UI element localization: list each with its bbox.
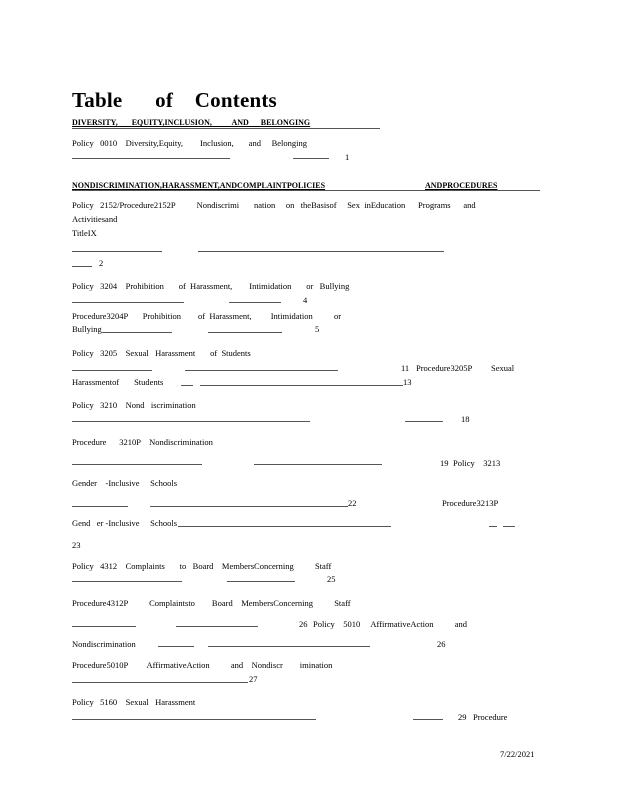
leader-line: [229, 302, 281, 303]
toc-entry-policy-2152[interactable]: Policy 2152/Procedure2152P Nondiscrimi nation on theBasisof Sex inEducation Programs and: [72, 200, 476, 210]
page-number: 25: [327, 574, 336, 584]
leader-line: [254, 464, 382, 465]
toc-entry-policy-3210[interactable]: Policy 3210 Nond iscrimination: [72, 400, 196, 410]
leader-line: [227, 581, 295, 582]
page-number: 1: [345, 152, 350, 162]
toc-entry-procedure-3210p[interactable]: Procedure 3210P Nondiscrimination: [72, 437, 213, 447]
leader-line: [150, 506, 348, 507]
page-number: 26: [437, 639, 446, 649]
toc-entry-procedure-3213p[interactable]: Procedure3213P: [442, 498, 499, 508]
section-heading-nondiscrimination: NONDISCRIMINATION,HARASSMENT,ANDCOMPLAINTPOLICIES: [72, 181, 326, 190]
toc-entry-policy-5010-line2: Nondiscrimination: [72, 639, 136, 649]
page-number: 19: [440, 458, 449, 468]
leader-line: [72, 266, 92, 267]
heading-underline: [72, 190, 540, 191]
toc-entry-procedure-3205p[interactable]: Procedure3205P Sexual: [416, 363, 515, 373]
toc-entry-policy-5010[interactable]: Policy 5010 AffirmativeAction and: [313, 619, 468, 629]
section-heading-tail: ANDPROCEDURES: [425, 181, 498, 190]
leader-line: [200, 385, 403, 386]
leader-line: [413, 719, 443, 720]
leader-line: [181, 385, 193, 386]
footer-date: 7/22/2021: [500, 749, 535, 759]
leader-line: [72, 370, 152, 371]
page-number: 13: [403, 377, 412, 387]
toc-entry-policy-2152-line3: TitleIX: [72, 228, 97, 238]
toc-entry-policy-3205[interactable]: Policy 3205 Sexual Harassment of Students: [72, 348, 251, 358]
page-number: 27: [249, 674, 258, 684]
page-number: 18: [461, 414, 470, 424]
leader-line: [72, 581, 182, 582]
toc-entry-procedure-cutoff[interactable]: Procedure: [473, 712, 508, 722]
page-number: 23: [72, 540, 81, 550]
toc-entry-procedure-4312p[interactable]: Procedure4312P Complaintsto Board MembersConcerning Staff: [72, 598, 351, 608]
page-number: 29: [458, 712, 467, 722]
section-heading-diversity: DIVERSITY, EQUITY,INCLUSION, AND BELONGING: [72, 118, 311, 127]
leader-line: [72, 464, 202, 465]
page-title: Table of Contents: [72, 88, 277, 112]
leader-line: [198, 251, 444, 252]
toc-entry-procedure-3204p-line2: Bullying: [72, 324, 102, 334]
toc-entry-policy-0010[interactable]: Policy 0010 Diversity,Equity, Inclusion, and Belonging: [72, 138, 307, 148]
toc-entry-policy-3204[interactable]: Policy 3204 Prohibition of Harassment, Intimidation or Bullying: [72, 281, 350, 291]
toc-entry-policy-4312[interactable]: Policy 4312 Complaints to Board MembersConcerning Staff: [72, 561, 332, 571]
leader-line: [72, 719, 316, 720]
page-number: 4: [303, 295, 308, 305]
heading-underline: [72, 128, 380, 129]
toc-entry-procedure-3205p-line2: Harassmentof Students: [72, 377, 164, 387]
page-number: 22: [348, 498, 357, 508]
page-number: 11: [401, 363, 410, 373]
toc-entry-procedure-3204p[interactable]: Procedure3204P Prohibition of Harassment, Intimidation or: [72, 311, 342, 321]
toc-entry-policy-3213-line2: Gender -Inclusive Schools: [72, 478, 178, 488]
leader-line: [72, 251, 162, 252]
leader-line: [72, 158, 230, 159]
toc-entry-policy-5160[interactable]: Policy 5160 Sexual Harassment: [72, 697, 196, 707]
page-number: 2: [99, 258, 104, 268]
leader-line: [178, 526, 391, 527]
leader-line: [185, 370, 338, 371]
leader-line: [72, 682, 248, 683]
toc-entry-procedure-5010p[interactable]: Procedure5010P AffirmativeAction and Nondiscr imination: [72, 660, 333, 670]
leader-line: [208, 332, 282, 333]
toc-entry-policy-2152-line2: Activitiesand: [72, 214, 118, 224]
leader-line: [405, 421, 443, 422]
toc-entry-policy-3213[interactable]: Policy 3213: [453, 458, 501, 468]
page-number: 5: [315, 324, 320, 334]
leader-line: [72, 626, 136, 627]
leader-line: [72, 506, 128, 507]
leader-line: [102, 332, 172, 333]
page-number: 26: [299, 619, 308, 629]
leader-line: [72, 302, 184, 303]
leader-line: [489, 526, 497, 527]
leader-line: [72, 421, 310, 422]
leader-line: [176, 626, 258, 627]
leader-line: [503, 526, 515, 527]
leader-line: [208, 646, 370, 647]
leader-line: [158, 646, 194, 647]
leader-line: [293, 158, 329, 159]
toc-entry-procedure-3213p-line2: Gend er -Inclusive Schools: [72, 518, 178, 528]
